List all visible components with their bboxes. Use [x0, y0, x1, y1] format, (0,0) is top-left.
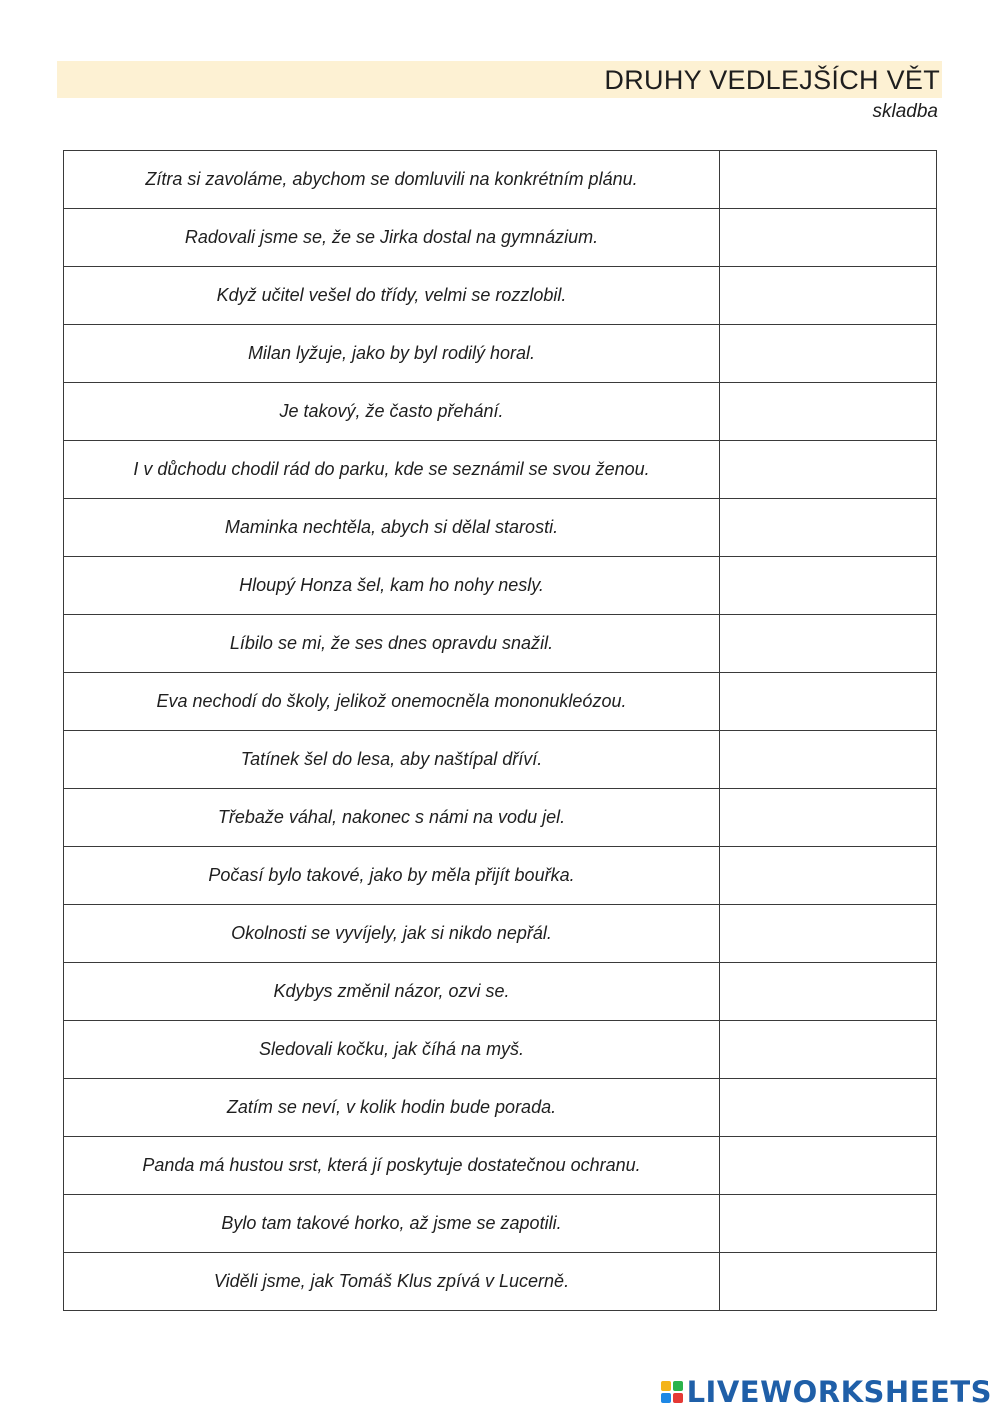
- table-row: [64, 731, 937, 789]
- sentence-cell: Hloupý Honza šel, kam ho nohy nesly.: [64, 557, 720, 615]
- table-row: [64, 789, 937, 847]
- table-row: [64, 499, 937, 557]
- table-row: [64, 615, 937, 673]
- table-row: [64, 441, 937, 499]
- answer-field[interactable]: [720, 1079, 937, 1137]
- table-row: [64, 1079, 937, 1137]
- table-row: [64, 1253, 937, 1311]
- table-row: [64, 905, 937, 963]
- table-row: [64, 325, 937, 383]
- answer-field[interactable]: [720, 151, 937, 209]
- answer-field[interactable]: [720, 267, 937, 325]
- answer-field[interactable]: [720, 905, 937, 963]
- answer-field[interactable]: [720, 499, 937, 557]
- answer-field[interactable]: [720, 441, 937, 499]
- table-row: [64, 557, 937, 615]
- exercise-table: [63, 150, 937, 1311]
- table-row: [64, 151, 937, 209]
- liveworksheets-logo-icon: [661, 1381, 683, 1403]
- sentence-cell: Tatínek šel do lesa, aby naštípal dříví.: [64, 731, 720, 789]
- sentence-cell: Panda má hustou srst, která jí poskytuje dostatečnou ochranu.: [64, 1137, 720, 1195]
- sentence-cell: Když učitel vešel do třídy, velmi se rozzlobil.: [64, 267, 720, 325]
- answer-field[interactable]: [720, 557, 937, 615]
- answer-field[interactable]: [720, 673, 937, 731]
- sentence-cell: Radovali jsme se, že se Jirka dostal na gymnázium.: [64, 209, 720, 267]
- sentence-cell: Líbilo se mi, že ses dnes opravdu snažil.: [64, 615, 720, 673]
- sentence-cell: Okolnosti se vyvíjely, jak si nikdo nepřál.: [64, 905, 720, 963]
- answer-field[interactable]: [720, 789, 937, 847]
- answer-field[interactable]: [720, 383, 937, 441]
- sentence-cell: I v důchodu chodil rád do parku, kde se seznámil se svou ženou.: [64, 441, 720, 499]
- table-row: [64, 847, 937, 905]
- answer-field[interactable]: [720, 1195, 937, 1253]
- sentence-cell: Kdybys změnil názor, ozvi se.: [64, 963, 720, 1021]
- answer-field[interactable]: [720, 209, 937, 267]
- answer-field[interactable]: [720, 1253, 937, 1311]
- sentence-cell: Zítra si zavoláme, abychom se domluvili na konkrétním plánu.: [64, 151, 720, 209]
- sentence-cell: Sledovali kočku, jak číhá na myš.: [64, 1021, 720, 1079]
- table-row: [64, 673, 937, 731]
- answer-field[interactable]: [720, 731, 937, 789]
- table-row: [64, 1021, 937, 1079]
- answer-field[interactable]: [720, 847, 937, 905]
- page-subtitle: skladba: [872, 101, 938, 122]
- sentence-cell: Bylo tam takové horko, až jsme se zapotili.: [64, 1195, 720, 1253]
- logo-text: LIVEWORKSHEETS: [686, 1375, 992, 1409]
- sentence-cell: Počasí bylo takové, jako by měla přijít bouřka.: [64, 847, 720, 905]
- liveworksheets-logo: [661, 1377, 992, 1407]
- table-row: [64, 267, 937, 325]
- answer-field[interactable]: [720, 325, 937, 383]
- answer-field[interactable]: [720, 1021, 937, 1079]
- exercise-rows: [64, 151, 937, 1311]
- sentence-cell: Milan lyžuje, jako by byl rodilý horal.: [64, 325, 720, 383]
- sentence-cell: Viděli jsme, jak Tomáš Klus zpívá v Lucerně.: [64, 1253, 720, 1311]
- table-row: [64, 383, 937, 441]
- sentence-cell: Eva nechodí do školy, jelikož onemocněla mononukleózou.: [64, 673, 720, 731]
- table-row: [64, 1137, 937, 1195]
- answer-field[interactable]: [720, 1137, 937, 1195]
- sentence-cell: Zatím se neví, v kolik hodin bude porada.: [64, 1079, 720, 1137]
- table-row: [64, 209, 937, 267]
- page-title: DRUHY VEDLEJŠÍCH VĚT: [604, 65, 940, 95]
- sentence-cell: Maminka nechtěla, abych si dělal starosti.: [64, 499, 720, 557]
- answer-field[interactable]: [720, 615, 937, 673]
- table-row: [64, 1195, 937, 1253]
- sentence-cell: Třebaže váhal, nakonec s námi na vodu jel.: [64, 789, 720, 847]
- answer-field[interactable]: [720, 963, 937, 1021]
- sentence-cell: Je takový, že často přehání.: [64, 383, 720, 441]
- table-row: [64, 963, 937, 1021]
